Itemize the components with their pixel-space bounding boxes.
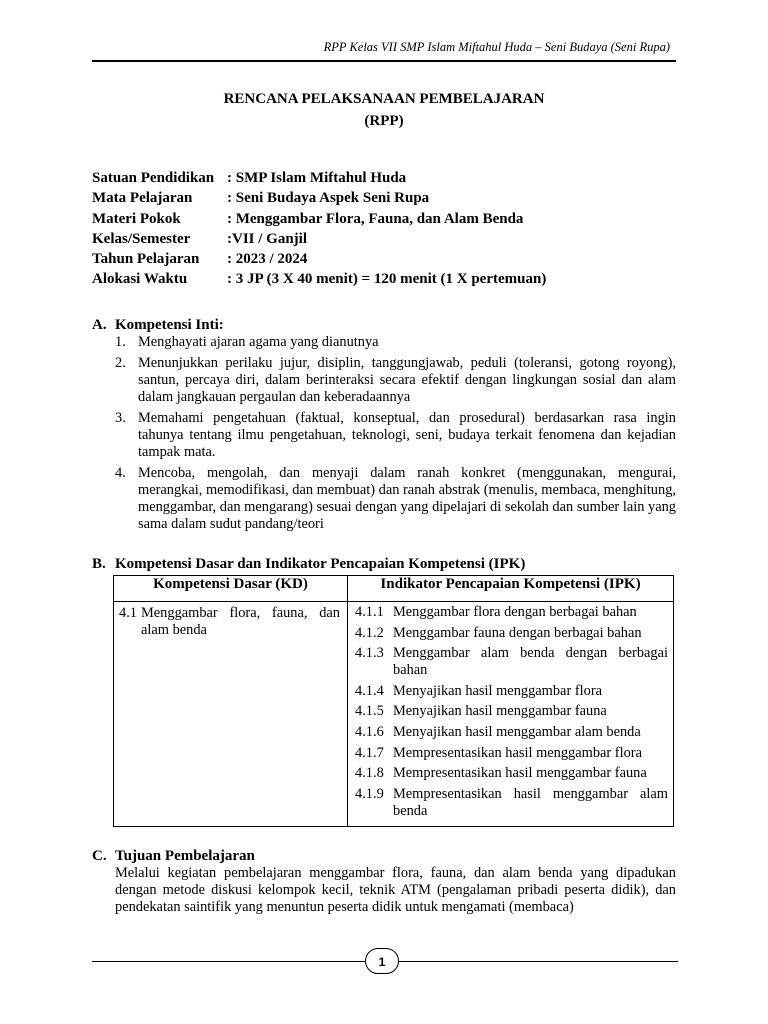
identity-value: : Seni Budaya Aspek Seni Rupa	[227, 190, 430, 207]
title-line-2: (RPP)	[364, 113, 404, 129]
ipk-item	[355, 625, 668, 642]
identity-value: : 3 JP (3 X 40 menit) = 120 menit (1 X pertemuan)	[227, 271, 547, 288]
list-item	[115, 410, 676, 461]
identity-row	[92, 269, 652, 289]
kompetensi-inti-list	[115, 334, 676, 537]
ipk-item	[355, 703, 668, 720]
ipk-text: Menyajikan hasil menggambar fauna	[393, 703, 607, 720]
ipk-text: Menyajikan hasil menggambar alam benda	[393, 723, 641, 740]
section-c-heading	[92, 846, 255, 866]
identity-label: Tahun Pelajaran	[92, 251, 200, 268]
kd-text: Menggambar flora, fauna, dan alam benda	[141, 605, 340, 638]
section-title: Kompetensi Inti:	[115, 317, 224, 333]
ipk-text: Menggambar fauna dengan berbagai bahan	[393, 624, 642, 641]
identity-row	[92, 229, 652, 249]
identity-block	[92, 168, 652, 290]
ipk-cell	[348, 602, 674, 827]
ipk-item	[355, 786, 668, 820]
list-text: Mencoba, mengolah, dan menyaji dalam ranah konkret (menggunakan, mengurai, merangkai, memodifikasi, dan membuat) dan ranah abstrak (menulis, membaca, menghitung, menggambar, dan mengarang) sesuai dengan yang dipelajari di sekolah dan sumber lain yang sama dalam sudut pandang/teori	[138, 465, 676, 532]
list-number: 2.	[115, 355, 126, 371]
list-number: 4.	[115, 465, 126, 481]
column-header-ipk: Indikator Pencapaian Kompetensi (IPK)	[348, 576, 674, 602]
tujuan-paragraph: Melalui kegiatan pembelajaran menggambar flora, fauna, dan alam benda yang dipadukan dengan metode diskusi kelompok kecil, teknik ATM (pengalaman pribadi peserta didik), dan pendekatan saintifik yang menuntun peserta didik untuk mengamati (membaca)	[115, 865, 676, 915]
ipk-item	[355, 645, 668, 679]
ipk-number: 4.1.7	[355, 744, 384, 761]
list-item	[115, 355, 676, 406]
identity-value: : SMP Islam Miftahul Huda	[227, 170, 407, 186]
ipk-item	[355, 724, 668, 741]
list-item	[115, 334, 676, 351]
kd-ipk-table	[113, 575, 674, 827]
identity-label: Materi Pokok	[92, 210, 181, 227]
ipk-item	[355, 745, 668, 762]
ipk-text: Menggambar flora dengan berbagai bahan	[393, 604, 637, 620]
ipk-number: 4.1.3	[355, 645, 384, 662]
ipk-text: Menggambar alam benda dengan berbagai bahan	[393, 645, 668, 679]
section-letter: B.	[92, 556, 106, 572]
section-title: Tujuan Pembelajaran	[115, 848, 255, 864]
ipk-number: 4.1.6	[355, 723, 384, 740]
ipk-text: Mempresentasikan hasil menggambar flora	[393, 744, 642, 761]
ipk-item	[355, 683, 668, 700]
section-a-heading	[92, 315, 224, 335]
document-title	[92, 88, 676, 132]
column-header-kd: Kompetensi Dasar (KD)	[114, 576, 348, 602]
identity-label: Kelas/Semester	[92, 230, 191, 247]
ipk-item	[355, 604, 668, 621]
list-number: 1.	[115, 334, 126, 350]
identity-row	[92, 249, 652, 269]
ipk-number: 4.1.9	[355, 785, 384, 802]
identity-value: : Menggambar Flora, Fauna, dan Alam Benda	[227, 210, 524, 227]
header-rule	[92, 60, 676, 62]
table-row	[114, 602, 674, 827]
section-letter: A.	[92, 317, 107, 333]
identity-row	[92, 188, 652, 208]
identity-label: Satuan Pendidikan	[92, 170, 215, 186]
title-line-1: RENCANA PELAKSANAAN PEMBELAJARAN	[223, 91, 545, 107]
section-title: Kompetensi Dasar dan Indikator Pencapaian Kompetensi (IPK)	[115, 556, 526, 572]
ipk-text: Mempresentasikan hasil menggambar fauna	[393, 765, 647, 782]
table-header-row	[114, 576, 674, 602]
ipk-number: 4.1.8	[355, 765, 384, 782]
ipk-number: 4.1.4	[355, 682, 384, 699]
kd-cell	[114, 602, 348, 827]
page-number: 1	[365, 948, 399, 974]
identity-row	[92, 168, 652, 188]
footer-rule-left	[92, 961, 365, 962]
list-text: Memahami pengetahuan (faktual, konseptual, dan prosedural) berdasarkan rasa ingin tahunya tentang ilmu pengetahuan, teknologi, seni, budaya terkait fenomena dan kejadian tampak mata.	[138, 410, 676, 460]
list-text: Menghayati ajaran agama yang dianutnya	[138, 334, 379, 350]
ipk-text: Mempresentasikan hasil menggambar alam benda	[393, 785, 668, 819]
footer-rule-right	[399, 961, 678, 962]
kd-number: 4.1	[119, 605, 137, 621]
identity-label: Mata Pelajaran	[92, 190, 193, 207]
ipk-item	[355, 765, 668, 782]
list-text: Menunjukkan perilaku jujur, disiplin, tanggungjawab, peduli (toleransi, gotong royong), santun, percaya diri, dalam berinteraksi secara efektif dengan lingkungan sosial dan alam dalam jangkauan pergaulan dan keberadaannya	[138, 355, 676, 405]
running-header: RPP Kelas VII SMP Islam Miftahul Huda – Seni Budaya (Seni Rupa)	[323, 40, 670, 54]
identity-value: :VII / Ganjil	[227, 230, 308, 247]
identity-label: Alokasi Waktu	[92, 271, 188, 288]
list-number: 3.	[115, 410, 126, 426]
identity-value: : 2023 / 2024	[227, 251, 308, 268]
ipk-number: 4.1.5	[355, 703, 384, 720]
list-item	[115, 465, 676, 533]
ipk-text: Menyajikan hasil menggambar flora	[393, 682, 602, 699]
section-letter: C.	[92, 848, 107, 864]
ipk-number: 4.1.2	[355, 624, 384, 641]
ipk-number: 4.1.1	[355, 604, 384, 620]
section-b-heading	[92, 554, 525, 574]
identity-row	[92, 209, 652, 229]
